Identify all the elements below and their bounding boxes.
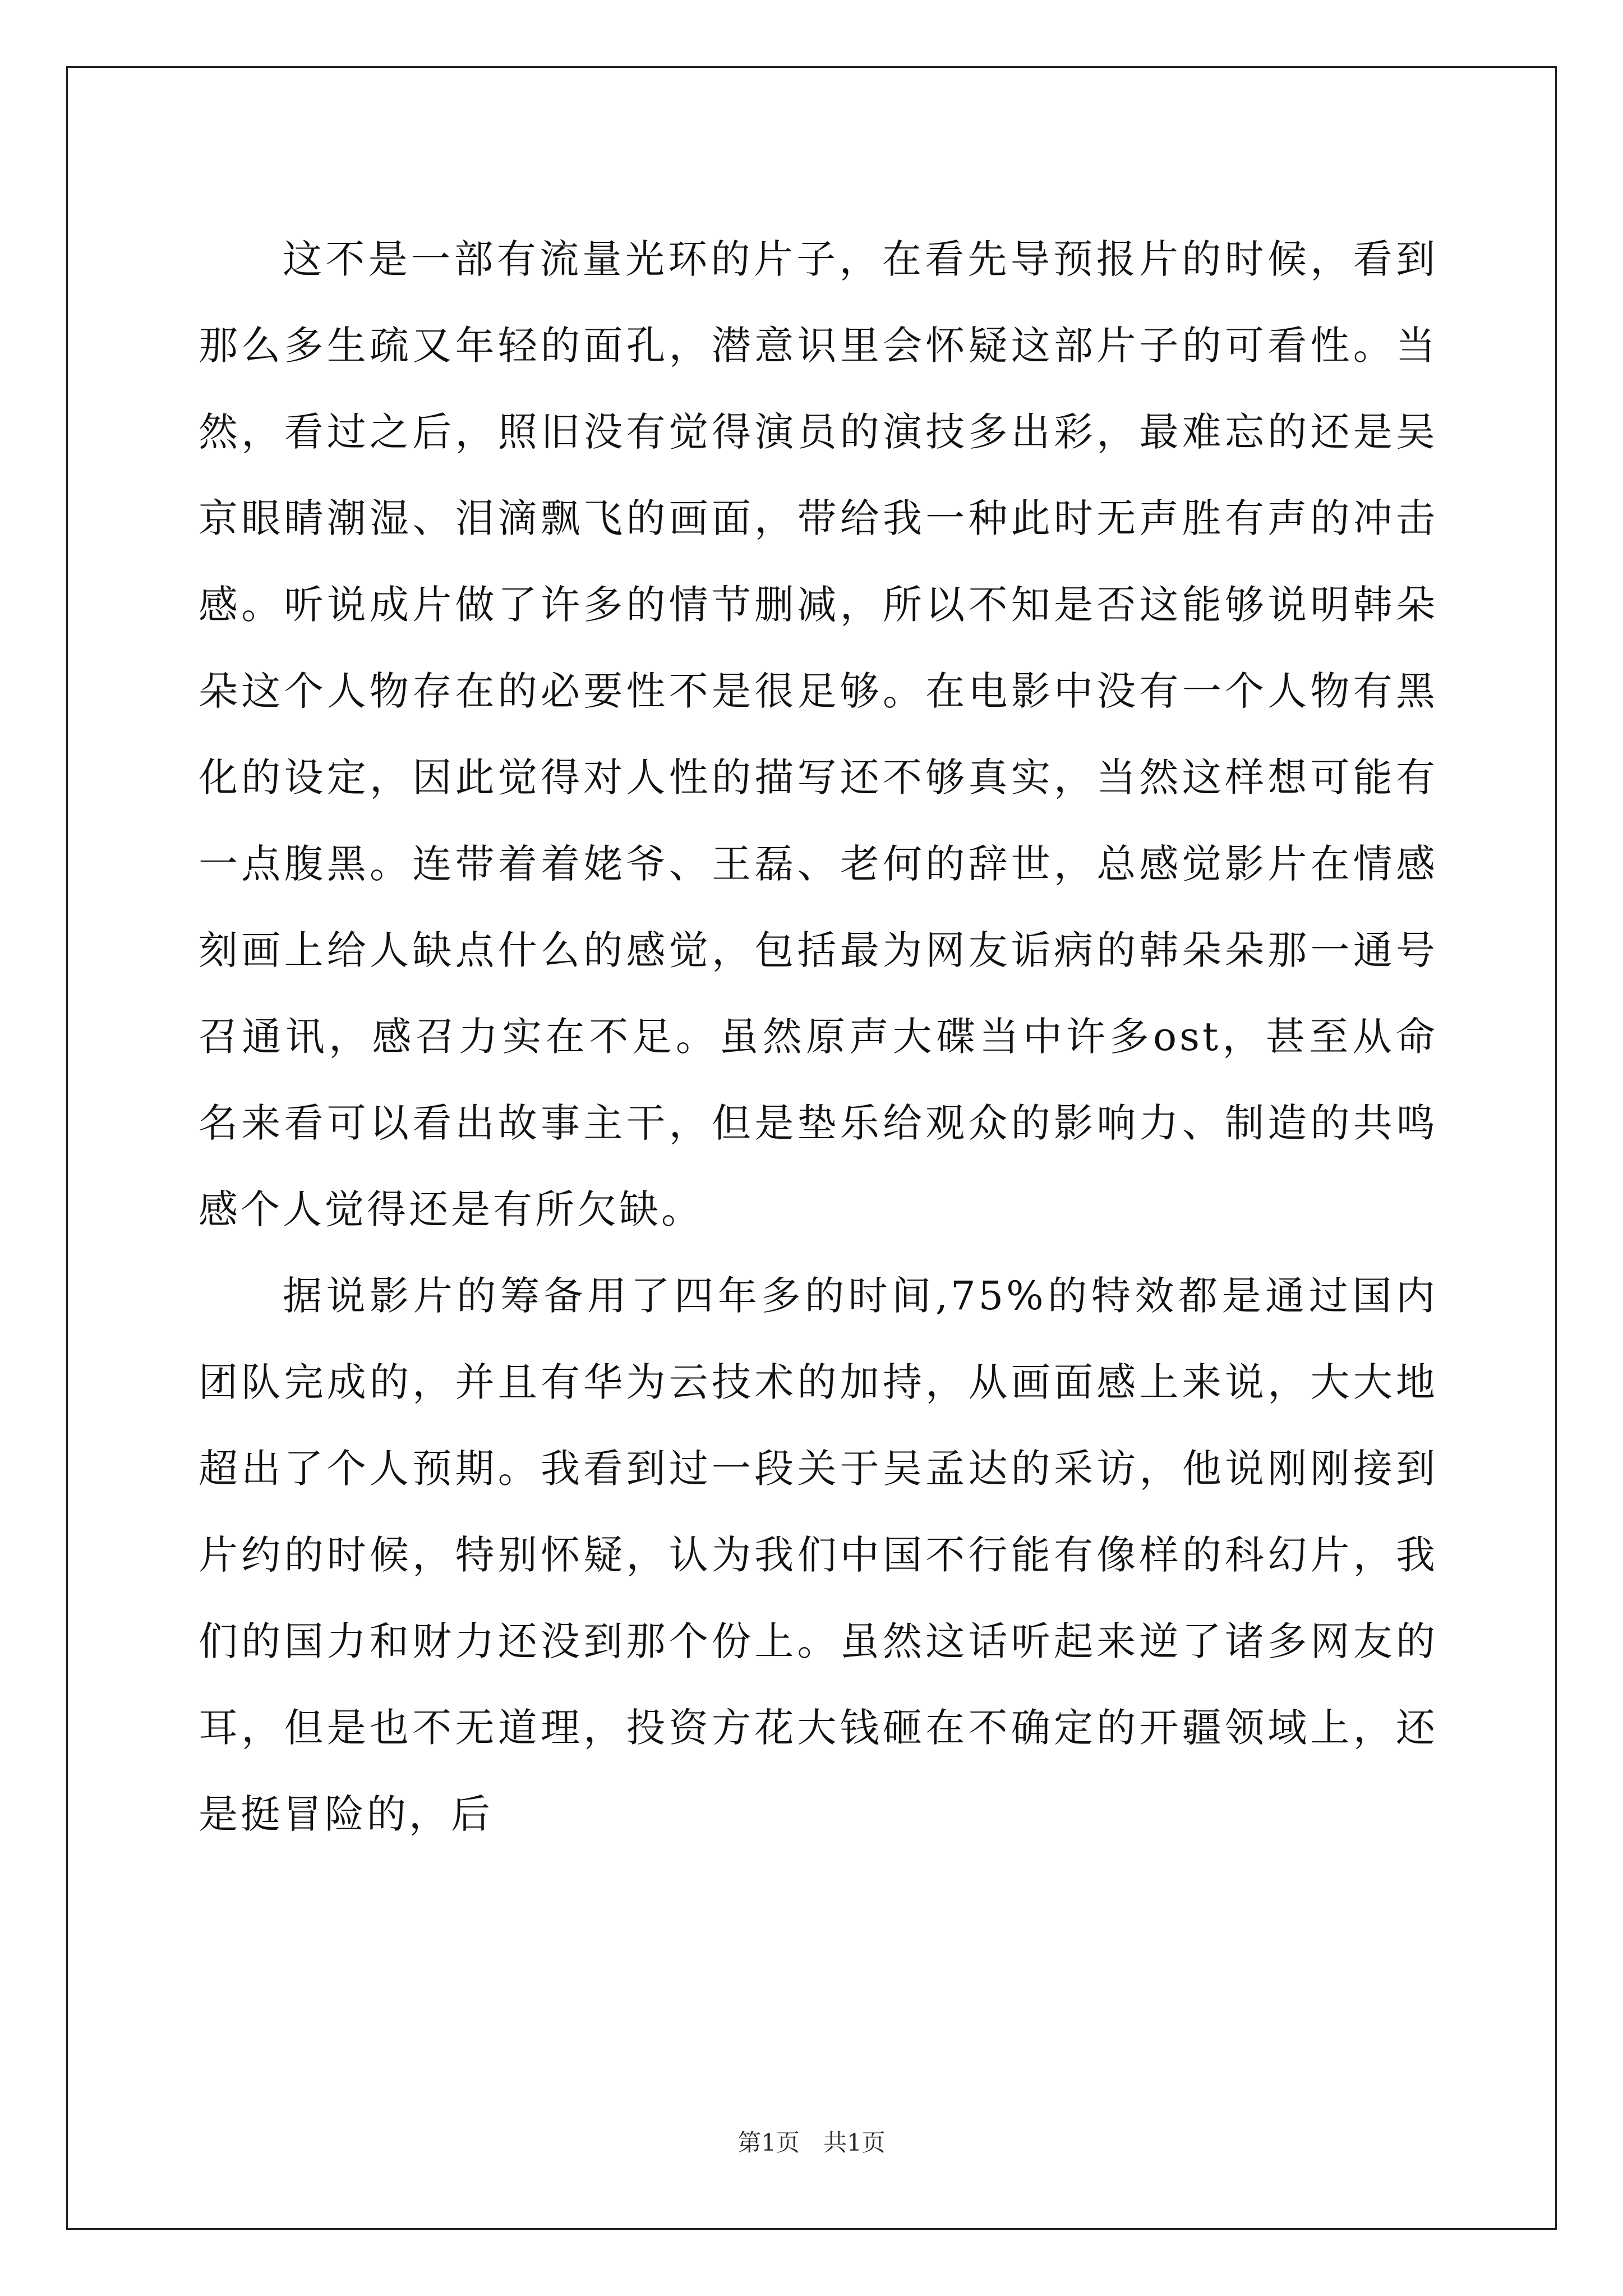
page-footer bbox=[0, 2126, 1623, 2160]
page-total: 共1页 bbox=[823, 2129, 886, 2156]
paragraph: 据说影片的筹备用了四年多的时间,75%的特效都是通过国内团队完成的，并且有华为云技术的加持，从画面感上来说，大大地超出了个人预期。我看到过一段关于吴孟达的采访，他说刚刚接到片约的时候，特别怀疑，认为我们中国不行能有像样的科幻片，我们的国力和财力还没到那个份上。虽然这话听起来逆了诸多网友的耳，但是也不无道理，投资方花大钱砸在不确定的开疆领域上，还是挺冒险的，后 bbox=[199, 1273, 1438, 1837]
page-number: 第1页 bbox=[737, 2129, 800, 2156]
paragraph: 这不是一部有流量光环的片子，在看先导预报片的时候，看到那么多生疏又年轻的面孔，潜意识里会怀疑这部片子的可看性。当然，看过之后，照旧没有觉得演员的演技多出彩，最难忘的还是吴京眼睛潮湿、泪滴飘飞的画面，带给我一种此时无声胜有声的冲击感。听说成片做了许多的情节删减，所以不知是否这能够说明韩朵朵这个人物存在的必要性不是很足够。在电影中没有一个人物有黑化的设定，因此觉得对人性的描写还不够真实，当然这样想可能有一点腹黑。连带着着姥爷、王磊、老何的辞世，总感觉影片在情感刻画上给人缺点什么的感觉，包括最为网友诟病的韩朵朵那一通号召通讯，感召力实在不足。虽然原声大碟当中许多ost，甚至从命名来看可以看出故事主干，但是垫乐给观众的影响力、制造的共鸣感个人觉得还是有所欠缺。 bbox=[199, 236, 1438, 1232]
document-body bbox=[199, 216, 1438, 1857]
